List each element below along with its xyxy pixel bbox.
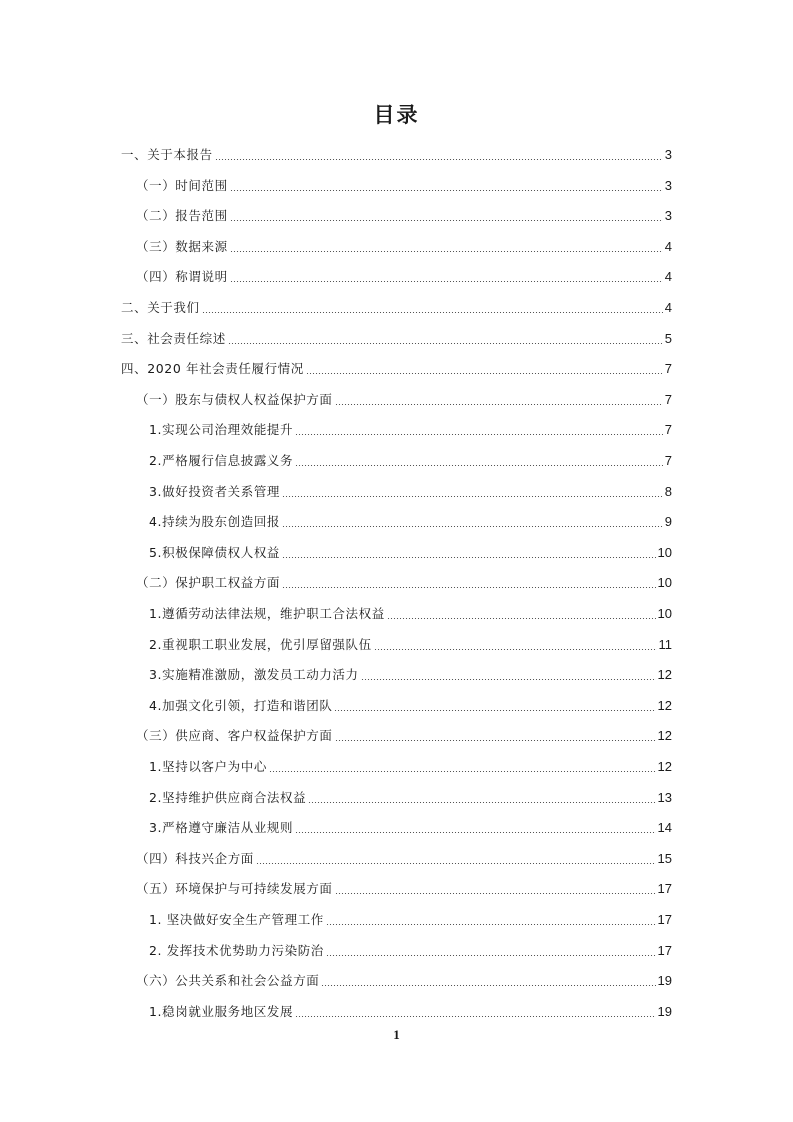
toc-entry-page: 17 bbox=[657, 912, 672, 927]
toc-entry-label: 三、社会责任综述 bbox=[121, 330, 226, 346]
toc-entry-page: 17 bbox=[657, 881, 672, 897]
toc-entry-label: 2. 发挥技术优势助力污染防治 bbox=[149, 942, 324, 958]
dot-leader bbox=[215, 159, 663, 160]
dot-leader bbox=[202, 312, 663, 313]
dot-leader bbox=[295, 1016, 655, 1017]
dot-leader bbox=[228, 343, 663, 344]
toc-entry-label: （四）称谓说明 bbox=[136, 269, 228, 285]
toc-entry[interactable] bbox=[149, 782, 672, 806]
dot-leader bbox=[282, 526, 663, 527]
toc-entry-page: 4 bbox=[664, 238, 672, 254]
toc-entry-label: （一）时间范围 bbox=[136, 177, 228, 193]
toc-entry-page: 14 bbox=[657, 820, 672, 836]
toc-entry-label: 1. 坚决做好安全生产管理工作 bbox=[149, 912, 324, 927]
toc-entry-page: 8 bbox=[664, 483, 672, 499]
toc-entry-label: 一、关于本报告 bbox=[121, 147, 213, 162]
toc-entry[interactable] bbox=[121, 353, 672, 377]
toc-entry-label: 4.加强文化引领，打造和谐团队 bbox=[149, 697, 333, 713]
toc-entry[interactable] bbox=[149, 445, 672, 469]
dot-leader bbox=[282, 587, 655, 588]
toc-entry[interactable] bbox=[136, 567, 672, 591]
toc-entry[interactable] bbox=[136, 170, 672, 194]
toc-entry-page: 12 bbox=[657, 759, 672, 774]
dot-leader bbox=[374, 649, 657, 650]
toc-entry-label: （四）科技兴企方面 bbox=[136, 850, 254, 866]
toc-entry[interactable] bbox=[121, 139, 672, 163]
toc-entry-label: 5.积极保障债权人权益 bbox=[149, 544, 281, 560]
dot-leader bbox=[295, 832, 655, 833]
toc-entry-page: 13 bbox=[657, 789, 672, 805]
toc-entry-page: 7 bbox=[664, 422, 672, 438]
dot-leader bbox=[306, 373, 663, 374]
toc-entry-label: （二）保护职工权益方面 bbox=[136, 575, 281, 591]
toc-entry-label: 3.做好投资者关系管理 bbox=[149, 483, 281, 499]
dot-leader bbox=[230, 220, 663, 221]
toc-entry-page: 3 bbox=[664, 208, 672, 224]
toc-entry-label: 1.坚持以客户为中心 bbox=[149, 759, 267, 774]
toc-entry-label: 二、关于我们 bbox=[121, 300, 200, 315]
dot-leader bbox=[334, 710, 655, 711]
toc-entry-page: 4 bbox=[664, 300, 672, 315]
dot-leader bbox=[335, 740, 656, 741]
toc-entry-label: （三）数据来源 bbox=[136, 238, 228, 254]
toc-entry[interactable] bbox=[136, 200, 672, 224]
toc-entry-page: 7 bbox=[664, 361, 672, 377]
toc-entry-label: （三）供应商、客户权益保护方面 bbox=[136, 728, 333, 744]
toc-entry-page: 7 bbox=[664, 453, 672, 468]
dot-leader bbox=[387, 618, 656, 619]
toc-entry[interactable] bbox=[149, 996, 672, 1020]
toc-entry-label: 四、2020 年社会责任履行情况 bbox=[121, 361, 304, 377]
toc-entry[interactable] bbox=[149, 751, 672, 775]
dot-leader bbox=[321, 985, 655, 986]
toc-entry-page: 19 bbox=[657, 973, 672, 989]
toc-entry[interactable] bbox=[149, 506, 672, 530]
toc-entry[interactable] bbox=[149, 598, 672, 622]
dot-leader bbox=[326, 924, 656, 925]
toc-entry[interactable] bbox=[149, 476, 672, 500]
toc-entry[interactable] bbox=[121, 323, 672, 347]
toc-entry-page: 11 bbox=[658, 636, 672, 652]
toc-entry-label: （六）公共关系和社会公益方面 bbox=[136, 973, 320, 989]
dot-leader bbox=[269, 771, 656, 772]
toc-entry[interactable] bbox=[149, 812, 672, 836]
dot-leader bbox=[326, 955, 656, 956]
toc-entry-page: 17 bbox=[657, 942, 672, 958]
toc-entry-label: 3.严格遵守廉洁从业规则 bbox=[149, 820, 294, 836]
toc-entry-page: 9 bbox=[664, 514, 672, 530]
toc-entry[interactable] bbox=[149, 935, 672, 959]
toc-entry[interactable] bbox=[136, 384, 672, 408]
toc-entry-label: 1.遵循劳动法律法规，维护职工合法权益 bbox=[149, 606, 385, 621]
toc-entry-label: （二）报告范围 bbox=[136, 208, 228, 224]
toc-entry-label: 1.稳岗就业服务地区发展 bbox=[149, 1003, 294, 1019]
toc-entry-page: 3 bbox=[664, 147, 672, 162]
toc-entry-page: 10 bbox=[657, 544, 672, 560]
toc-entry[interactable] bbox=[149, 904, 672, 928]
toc-entry[interactable] bbox=[149, 690, 672, 714]
toc-entry-page: 19 bbox=[657, 1003, 672, 1019]
dot-leader bbox=[282, 557, 656, 558]
dot-leader bbox=[282, 496, 663, 497]
toc-entry-page: 3 bbox=[664, 177, 672, 193]
dot-leader bbox=[335, 893, 656, 894]
dot-leader bbox=[230, 281, 663, 282]
toc-entry-label: 4.持续为股东创造回报 bbox=[149, 514, 281, 530]
toc-entry-label: 2.重视职工职业发展，优引厚留强队伍 bbox=[149, 636, 372, 652]
toc-entry-page: 15 bbox=[657, 850, 672, 866]
toc-entry-page: 5 bbox=[664, 330, 672, 346]
toc-entry-label: 2.严格履行信息披露义务 bbox=[149, 453, 294, 468]
toc-entry-label: 3.实施精准激励，激发员工动力活力 bbox=[149, 667, 359, 683]
dot-leader bbox=[256, 863, 656, 864]
toc-entry-page: 10 bbox=[657, 575, 672, 591]
dot-leader bbox=[308, 802, 655, 803]
toc-entry[interactable] bbox=[136, 965, 672, 989]
dot-leader bbox=[230, 251, 663, 252]
dot-leader bbox=[335, 404, 663, 405]
toc-entry[interactable] bbox=[136, 843, 672, 867]
toc-entry[interactable] bbox=[136, 873, 672, 897]
toc-entry-label: 2.坚持维护供应商合法权益 bbox=[149, 789, 307, 805]
toc-entry-page: 12 bbox=[657, 728, 672, 744]
toc-entry[interactable] bbox=[149, 537, 672, 561]
dot-leader bbox=[295, 465, 663, 466]
toc-entry-label: （一）股东与债权人权益保护方面 bbox=[136, 391, 333, 407]
toc-entry-page: 10 bbox=[657, 606, 672, 621]
toc-entry[interactable] bbox=[136, 261, 672, 285]
toc-entry-page: 4 bbox=[664, 269, 672, 285]
toc-entry[interactable] bbox=[149, 414, 672, 438]
toc-entry-page: 12 bbox=[657, 667, 672, 683]
toc-entry[interactable] bbox=[136, 720, 672, 744]
page-title: 目录 bbox=[373, 103, 420, 127]
toc-entry-label: （五）环境保护与可持续发展方面 bbox=[136, 881, 333, 897]
toc-entry[interactable] bbox=[121, 292, 672, 316]
toc-entry[interactable] bbox=[149, 629, 672, 653]
toc-entry-label: 1.实现公司治理效能提升 bbox=[149, 422, 294, 438]
dot-leader bbox=[361, 679, 656, 680]
dot-leader bbox=[230, 190, 663, 191]
toc-entry[interactable] bbox=[149, 659, 672, 683]
toc-entry-page: 12 bbox=[657, 697, 672, 713]
dot-leader bbox=[295, 434, 663, 435]
page-number: 1 bbox=[393, 1027, 400, 1042]
toc-entry-page: 7 bbox=[664, 391, 672, 407]
toc-entry[interactable] bbox=[136, 231, 672, 255]
